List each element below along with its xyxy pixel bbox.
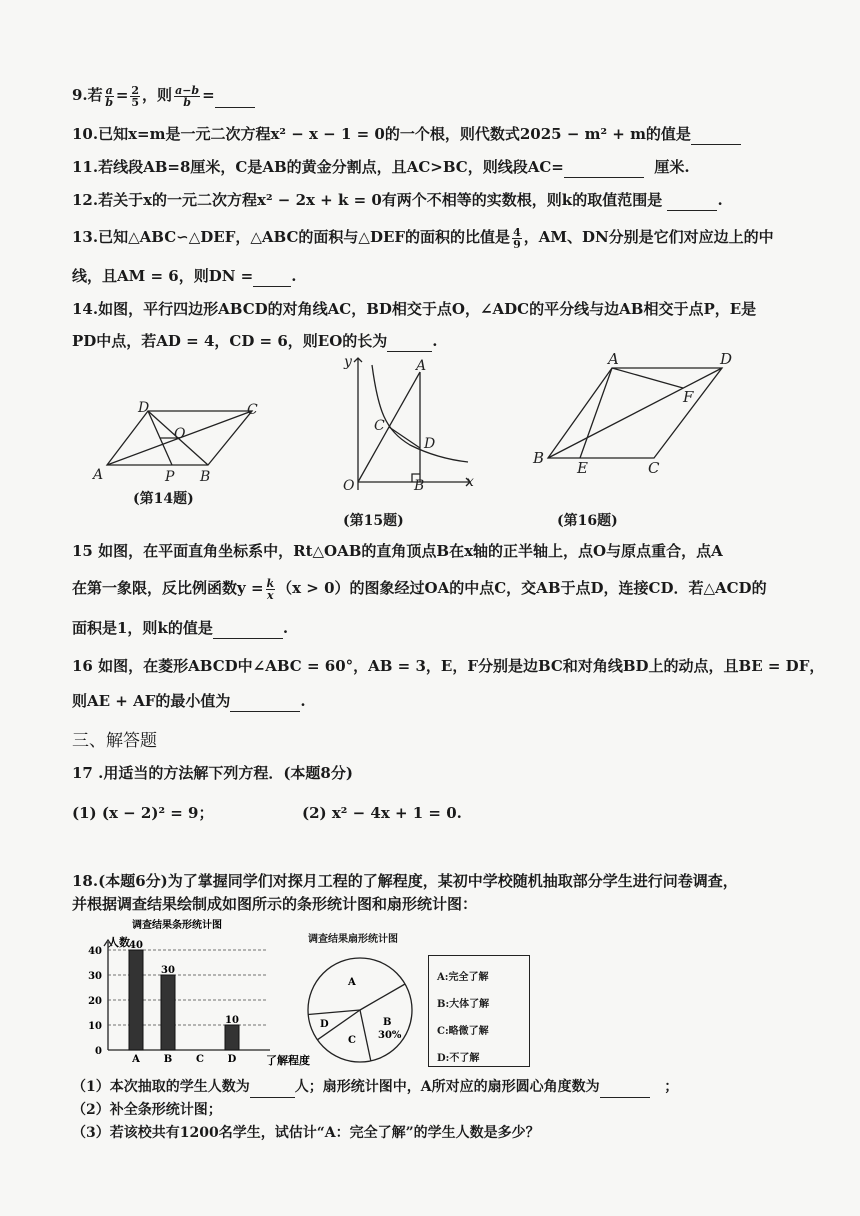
question-18-sub3: （3）若该校共有1200名学生，试估计“A：完全了解”的学生人数是多少？ bbox=[72, 1125, 540, 1141]
question-16-line2 bbox=[72, 690, 306, 712]
q15-line1-text: 15 如图，在平面直角坐标系中，Rt△OAB的直角顶点B在x轴的正半轴上，点O与原点重合，点A bbox=[72, 542, 723, 560]
pie-slice-percent: 30% bbox=[378, 1030, 402, 1041]
bar-chart-data-label: 10 bbox=[225, 1015, 239, 1026]
legend-item-c: C:略微了解 bbox=[437, 1026, 489, 1037]
bar-chart-ylabel: 人数 bbox=[108, 936, 130, 949]
q16-answer-blank[interactable] bbox=[230, 695, 300, 712]
q10-text: 10.已知x=m是一元二次方程x² − x − 1 = 0的一个根，则代数式2025 − m² + m的值是 bbox=[72, 125, 691, 143]
q13-line1-b: ，AM、DN分别是它们对应边上的中 bbox=[523, 228, 774, 246]
pie-slice-label: B bbox=[383, 1017, 392, 1028]
q15-line2-b: （x > 0）的图象经过OA的中点C，交AB于点D，连接CD．若△ACD的 bbox=[277, 579, 767, 597]
q12-end: . bbox=[717, 191, 723, 209]
question-18-line1: 18.(本题6分)为了掌握同学们对探月工程的了解程度，某初中学校随机抽取部分学生进行问卷调查， bbox=[72, 872, 738, 890]
question-18-line2: 并根据调查结果绘制成如图所示的条形统计图和扇形统计图： bbox=[72, 895, 478, 913]
bar-chart-bar bbox=[161, 975, 175, 1050]
bar-chart-xtick: B bbox=[163, 1054, 173, 1065]
q15-line2-a: 在第一象限，反比例函数y = bbox=[72, 579, 264, 597]
pie-chart-title: 调查结果扇形统计图 bbox=[308, 934, 398, 945]
q14-line2-text: PD中点，若AD = 4，CD = 6，则EO的长为 bbox=[72, 332, 388, 350]
fig14-label-o: O bbox=[174, 426, 186, 442]
question-15-line2 bbox=[72, 577, 767, 601]
q13-line2-text: 线，且AM = 6，则DN = bbox=[72, 267, 254, 285]
q16-line2-text: 则AE + AF的最小值为 bbox=[72, 692, 231, 710]
question-15-line1 bbox=[72, 540, 723, 562]
fig15-label-a: A bbox=[416, 358, 427, 374]
bar-chart-data-label: 40 bbox=[129, 940, 143, 951]
q11-answer-blank[interactable] bbox=[564, 161, 644, 178]
bar-chart-xtick: D bbox=[227, 1054, 237, 1065]
legend-item-b: B:大体了解 bbox=[437, 999, 490, 1010]
bar-chart-ytick: 20 bbox=[88, 996, 102, 1007]
q9-mid: ，则 bbox=[142, 86, 173, 104]
question-17-part1: (1) (x − 2)² = 9； bbox=[72, 804, 214, 822]
fig14-caption: (第14题) bbox=[133, 491, 194, 507]
q9-frac1: $\frac{a}{b}$ bbox=[105, 83, 114, 109]
q15-frac: $\frac{k}{x}$ bbox=[266, 576, 275, 602]
q9-eq: = bbox=[115, 86, 129, 104]
fig16-segment-ae bbox=[580, 368, 612, 458]
q16-line1-text: 16 如图，在菱形ABCD中∠ABC = 60°，AB = 3，E，F分别是边BC和对角线BD上的动点，且BE = DF， bbox=[72, 657, 825, 675]
question-17-part2: (2) x² − 4x + 1 = 0. bbox=[302, 804, 462, 822]
pie-chart bbox=[300, 925, 420, 1075]
q9-tail: = bbox=[202, 86, 215, 104]
q18-sub1-b: 人；扇形统计图中，A所对应的扇形圆心角度数为 bbox=[294, 1079, 600, 1095]
question-18-sub1 bbox=[72, 1076, 678, 1098]
pie-legend bbox=[428, 955, 530, 1067]
question-17-title: 17 .用适当的方法解下列方程．(本题8分) bbox=[72, 764, 353, 782]
fig14-label-p: P bbox=[165, 469, 175, 485]
question-9 bbox=[72, 84, 255, 108]
fig15-label-y: y bbox=[344, 354, 352, 370]
bar-chart-xlabel: 了解程度 bbox=[266, 1054, 310, 1067]
fig16-label-d: D bbox=[720, 350, 733, 368]
fig15-segment-cd bbox=[389, 427, 420, 448]
fig15-label-b: B bbox=[414, 478, 425, 494]
section-3-heading: 三、解答题 bbox=[72, 731, 157, 751]
fig15-label-d: D bbox=[424, 436, 436, 452]
q18-sub1-c: ； bbox=[664, 1079, 679, 1095]
pie-slice-boundary bbox=[360, 984, 405, 1010]
fig15-label-x: x bbox=[466, 474, 474, 490]
fig16-label-a: A bbox=[608, 350, 619, 368]
q9-frac2: $\frac{2}{5}$ bbox=[131, 83, 140, 109]
figure-16 bbox=[548, 368, 722, 458]
question-13-line2 bbox=[72, 265, 296, 287]
fig16-segment-af bbox=[612, 368, 683, 388]
fig15-label-o: O bbox=[343, 478, 355, 494]
q13-line1-a: 13.已知△ABC∽△DEF，△ABC的面积与△DEF的面积的比值是 bbox=[72, 228, 511, 246]
bar-chart-ytick: 0 bbox=[95, 1046, 102, 1057]
q15-end: . bbox=[282, 619, 289, 637]
q13-end: . bbox=[291, 267, 297, 285]
q18-sub1-blank2[interactable] bbox=[600, 1081, 650, 1098]
fig16-label-b: B bbox=[533, 449, 545, 467]
q13-answer-blank[interactable] bbox=[253, 270, 291, 287]
figures-14-15-16 bbox=[0, 350, 860, 540]
fig14-label-c: C bbox=[247, 402, 258, 418]
fig16-label-f: F bbox=[683, 388, 694, 406]
fig16-diagonal-bd bbox=[548, 368, 722, 458]
fig16-caption: (第16题) bbox=[557, 513, 618, 529]
q11-text: 11.若线段AB=8厘米，C是AB的黄金分割点，且AC>BC，则线段AC= bbox=[72, 158, 564, 176]
legend-item-a: A:完全了解 bbox=[437, 972, 489, 983]
q12-answer-blank[interactable] bbox=[667, 194, 717, 211]
q13-frac: $\frac{4}{9}$ bbox=[513, 225, 521, 251]
question-16-line1 bbox=[72, 655, 824, 677]
fig14-label-d: D bbox=[138, 400, 150, 416]
question-14-line2 bbox=[72, 330, 438, 352]
bar-chart-bar bbox=[129, 950, 143, 1050]
q18-sub1-blank1[interactable] bbox=[250, 1081, 295, 1098]
question-13-line1 bbox=[72, 226, 774, 250]
bar-chart bbox=[80, 912, 320, 1072]
q10-answer-blank[interactable] bbox=[691, 128, 741, 145]
question-11 bbox=[72, 156, 690, 178]
pie-slice-label: C bbox=[348, 1035, 356, 1046]
question-10 bbox=[72, 123, 741, 145]
fig15-label-c: C bbox=[374, 418, 385, 434]
pie-slice-label: D bbox=[320, 1019, 329, 1030]
q14-line1-text: 14.如图，平行四边形ABCD的对角线AC，BD相交于点O，∠ADC的平分线与边AB相交于点P，E是 bbox=[72, 300, 757, 318]
bar-chart-title: 调查结果条形统计图 bbox=[132, 920, 222, 931]
legend-item-d: D:不了解 bbox=[437, 1053, 480, 1064]
bar-chart-bar bbox=[225, 1025, 239, 1050]
fig15-caption: (第15题) bbox=[343, 513, 404, 529]
fig14-label-b: B bbox=[200, 469, 211, 485]
figure-15 bbox=[354, 358, 470, 490]
question-15-line3 bbox=[72, 617, 288, 639]
q16-end: . bbox=[300, 692, 306, 710]
bar-chart-xtick: C bbox=[196, 1054, 204, 1065]
q9-frac3: $\frac{a-b}{b}$ bbox=[175, 83, 200, 109]
q12-text: 12.若关于x的一元二次方程x² − 2x + k = 0有两个不相等的实数根，则k的取值范围是 bbox=[72, 191, 663, 209]
q11-unit: 厘米. bbox=[654, 158, 690, 176]
q9-answer-blank[interactable] bbox=[215, 91, 255, 108]
q15-answer-blank[interactable] bbox=[213, 622, 283, 639]
pie-slice-boundary bbox=[360, 1010, 371, 1061]
fig14-label-a: A bbox=[93, 467, 104, 483]
fig16-label-e: E bbox=[577, 459, 588, 477]
q18-sub1-a: （1）本次抽取的学生人数为 bbox=[72, 1079, 250, 1095]
question-18-sub2: （2）补全条形统计图； bbox=[72, 1102, 222, 1118]
q15-line3-text: 面积是1，则k的值是 bbox=[72, 619, 213, 637]
pie-slice-boundary bbox=[308, 1010, 360, 1015]
question-12 bbox=[72, 189, 723, 211]
bar-chart-ytick: 10 bbox=[88, 1021, 102, 1032]
q14-end: . bbox=[432, 332, 438, 350]
bar-chart-data-label: 30 bbox=[161, 965, 175, 976]
question-14-line1 bbox=[72, 298, 756, 320]
bar-chart-ytick: 30 bbox=[88, 971, 102, 982]
fig16-label-c: C bbox=[648, 459, 660, 477]
bar-chart-ytick: 40 bbox=[88, 946, 102, 957]
q9-prefix: 9.若 bbox=[72, 86, 103, 104]
bar-chart-xtick: A bbox=[132, 1054, 140, 1065]
pie-slice-label: A bbox=[348, 977, 356, 988]
